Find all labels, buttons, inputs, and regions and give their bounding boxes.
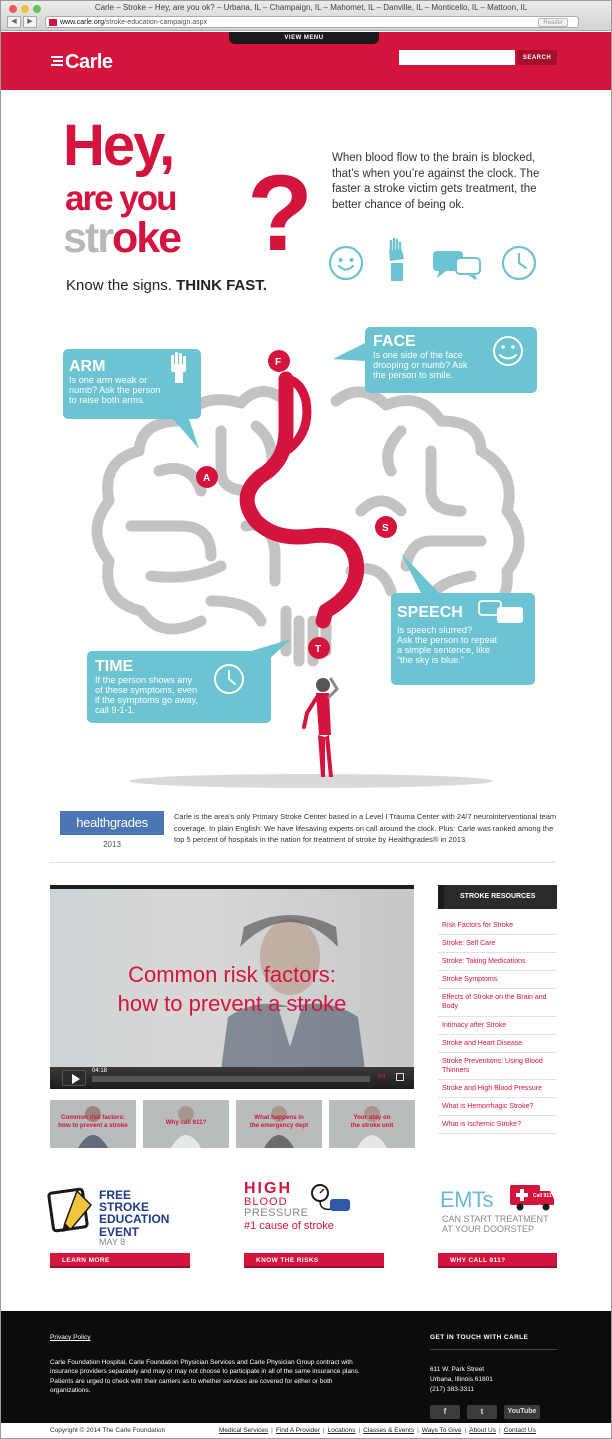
view-menu-button[interactable]: VIEW MENU [229,32,379,44]
reader-button[interactable]: Reader [538,18,568,27]
speech-bubbles-icon [431,245,483,281]
letter-s: S [382,523,389,534]
resource-link[interactable]: Stroke Symptoms [438,971,557,989]
fullscreen-icon[interactable] [396,1073,404,1081]
thumbnail-caption [236,1114,322,1130]
site-footer [1,1311,611,1423]
stroke-resources-list [438,917,557,1134]
video-thumbnail[interactable] [236,1100,322,1148]
speech-text-4: “the sky is blue.” [397,655,464,665]
resource-link[interactable]: Intimacy after Stroke [438,1017,557,1035]
close-window-button[interactable] [9,5,17,13]
promo-event-line-1: FREE STROKE [99,1188,150,1215]
youtube-icon[interactable]: YouTube [504,1405,540,1419]
address-bar[interactable] [45,16,579,28]
promo-bp-line-2: BLOOD [244,1196,288,1208]
resource-link[interactable]: What is Ischemic Stroke? [438,1116,557,1134]
smile-face-icon [328,245,364,281]
face-text-3: the person to smile. [373,370,454,380]
promo-bp-sub: #1 cause of stroke [244,1220,334,1232]
address-line-1: 611 W. Park Street [430,1366,485,1373]
promo-emts-line-2: CAN START TREATMENT [442,1214,549,1224]
resource-link[interactable]: Stroke Preventions: Using Blood Thinners [438,1053,557,1080]
arm-text-2: numb? Ask the person [69,385,161,395]
promo-emts-title: EMTs [440,1187,493,1212]
promo-education-event [47,1181,183,1247]
face-title: FACE [373,333,416,350]
red-question-path-icon [247,379,357,621]
ambulance-call-911-label: Call 911 [533,1193,552,1199]
letter-a: A [203,473,211,484]
video-title [50,961,414,1018]
footer-disclaimer: Carle Foundation Hospital, Carle Foundation Physician Services and Carle Physician Group contract with insurance providers separately and may or may not choose to participate in all of the same insurance plans. Patients are urged to check with their carriers as to whether services are covered for either or both organizations. [50,1359,360,1395]
video-time: 04:18 [92,1068,108,1074]
thumbnail-caption-line-2: how to prevent a stroke [58,1121,128,1129]
promo-blood-pressure [244,1181,380,1241]
fast-brain-infographic [61,321,561,796]
why-call-911-button[interactable]: WHY CALL 911? [438,1253,557,1268]
speech-text-2: Ask the person to repeat [397,635,498,645]
letter-t: T [315,644,322,655]
headline-line-1: Hey, [63,113,174,178]
video-title-line-1: Common risk factors: [128,962,336,987]
footer-link-contact-us[interactable]: Contact Us [503,1427,536,1434]
hero-description: When blood flow to the brain is blocked, that’s when you’re against the clock. The faster a stroke victim gets treatment, the better chance of being ok. [332,152,540,211]
know-the-risks-button[interactable]: KNOW THE RISKS [244,1253,384,1268]
thumbnail-caption-line-1: Common risk factors: [61,1114,125,1121]
get-in-touch-heading: GET IN TOUCH WITH CARLE [430,1334,557,1350]
footer-link-find-a-provider[interactable]: Find A Provider [275,1427,320,1434]
big-question-mark: ? [247,152,311,273]
address-line-2: Urbana, Illinois 61801 [430,1375,493,1383]
promo-emts-sub [442,1214,549,1235]
footer-address [430,1365,493,1394]
logo-text: Carle [65,51,113,73]
minimize-window-button[interactable] [21,5,29,13]
arm-text-1: Is one arm weak or [69,375,148,385]
twitter-icon[interactable]: t [467,1405,497,1419]
clock-icon [501,245,537,281]
promo-event-line-3: EVENT [99,1224,140,1239]
speech-text-3: a simple sentence, like [397,645,490,655]
hero-tagline [66,277,267,294]
back-button[interactable]: ◀ [7,16,21,28]
thumbnail-caption-line-2: the stroke unit [350,1121,394,1129]
resource-link[interactable]: Stroke: Self Care [438,935,557,953]
healthgrades-text: Carle is the area’s only Primary Stroke Center based in a Level I Trauma Center with 24/7 neurointerventional team coverage. In plain English: We have lifesaving experts on call around the clock. Plus: Carle was ranked among the top 5 percent of hospitals in the nation for treatment of stroke by Healthgrades® in 2013. [174,812,557,845]
footer-link-classes-events[interactable]: Classes & Events [363,1427,415,1434]
carle-logo-icon [51,54,65,68]
tagline-plain: Know the signs. [66,277,172,294]
carle-logo[interactable] [53,51,113,74]
resource-link[interactable]: Stroke and High Blood Pressure [438,1080,557,1098]
promo-emts [440,1181,576,1241]
blood-pressure-cuff-icon [310,1183,354,1215]
thumbnail-caption-line-1: Your stay on [353,1114,391,1121]
resource-link[interactable]: Stroke and Heart Disease [438,1035,557,1053]
site-header [1,32,611,90]
speech-title: SPEECH [397,604,463,621]
stroke-resources-heading: STROKE RESOURCES [438,885,557,909]
window-title: Carle – Stroke – Hey, are you ok? – Urbana, IL – Champaign, IL – Mahomet, IL – Danville, IL – Monticello, IL – Mattoon, IL [94,3,528,12]
resource-link[interactable]: What is Hemorrhagic Stroke? [438,1098,557,1116]
promo-emts-line-3: AT YOUR DOORSTEP [442,1224,535,1235]
copyright: Copyright © 2014 The Carle Foundation [50,1427,166,1434]
arm-title: ARM [69,358,106,375]
headline-red-part: oke [111,214,181,262]
tagline-bold: THINK FAST. [176,277,267,294]
time-title: TIME [95,658,134,675]
divider [50,862,556,863]
video-thumbnail[interactable] [143,1100,229,1148]
favicon-icon [49,19,57,26]
headline-gray-part: str [63,214,112,262]
footer-bottom-bar [1,1423,611,1439]
thumbnail-caption [50,1114,136,1130]
footer-link-locations[interactable]: Locations [327,1427,356,1434]
headline-line-2: are you [65,179,176,218]
promo-event-line-2: EDUCATION [99,1212,170,1227]
headline-line-3 [63,214,181,262]
search-button[interactable]: SEARCH [517,50,557,65]
video-thumbnail[interactable] [329,1100,415,1148]
footer-links: Medical Services | Find A Provider | Locations | Classes & Events | Ways To Give | About Us | Contact Us [219,1427,536,1434]
resource-link[interactable]: Effects of Stroke on the Brain and Body [438,989,557,1016]
promo-bp-line-1: HIGH [244,1180,292,1197]
raised-arm-icon [382,237,412,281]
facebook-icon[interactable]: f [430,1405,460,1419]
promo-event-title [99,1189,183,1247]
video-progress-bar[interactable] [92,1076,370,1082]
thumbnail-caption-line-2: the emergency dept [249,1121,309,1129]
footer-link-about-us[interactable]: About Us [469,1427,496,1434]
learn-more-button[interactable]: LEARN MORE [50,1253,190,1268]
search-input[interactable] [399,50,515,65]
forward-button[interactable]: ▶ [23,16,37,28]
letter-f: F [275,357,282,368]
hero-headline [63,111,333,301]
healthgrades-logo: healthgrades [60,811,164,835]
hd-toggle[interactable]: hd [378,1074,386,1080]
url-host: www.carle.org [60,19,104,26]
resource-link[interactable]: Risk Factors for Stroke [438,917,557,935]
calendar-pencil-icon [47,1185,95,1235]
thumbnail-caption [329,1114,415,1130]
resource-link[interactable]: Stroke: Taking Medications [438,953,557,971]
time-text-1: If the person shows any [95,675,193,685]
thumbnail-caption [143,1119,229,1127]
promo-event-date: MAY 8 [99,1236,126,1247]
play-button[interactable] [62,1070,86,1086]
promo-bp-line-3: PRESSURE [244,1207,309,1219]
footer-link-ways-to-give[interactable]: Ways To Give [421,1427,462,1434]
video-thumbnail[interactable] [50,1100,136,1148]
thumbnail-caption-line-1: Why call 911? [165,1119,207,1126]
phone-number[interactable]: (217) 383-3311 [430,1385,474,1393]
face-text-1: Is one side of the face [373,350,463,360]
video-controls [50,1067,414,1089]
speech-text-1: Is speech slurred? [397,625,473,635]
footer-link-medical-services[interactable]: Medical Services [219,1427,269,1434]
thumbnail-caption-line-1: What happens in [254,1114,304,1121]
face-text-2: drooping or numb? Ask [373,360,468,370]
time-text-2: of these symptoms, even [95,685,198,695]
time-text-3: if the symptoms go away, [95,695,198,705]
arm-text-3: to raise both arms. [69,395,146,405]
zoom-window-button[interactable] [33,5,41,13]
video-title-line-2: how to prevent a stroke [117,990,347,1016]
privacy-policy-link[interactable]: Privacy Policy [50,1334,91,1341]
browser-toolbar [1,1,611,31]
time-text-4: call 9-1-1. [95,705,136,715]
healthgrades-year: 2013 [103,840,121,849]
url-path: /stroke-education-campaign.aspx [103,19,208,26]
video-player[interactable] [50,885,414,1089]
